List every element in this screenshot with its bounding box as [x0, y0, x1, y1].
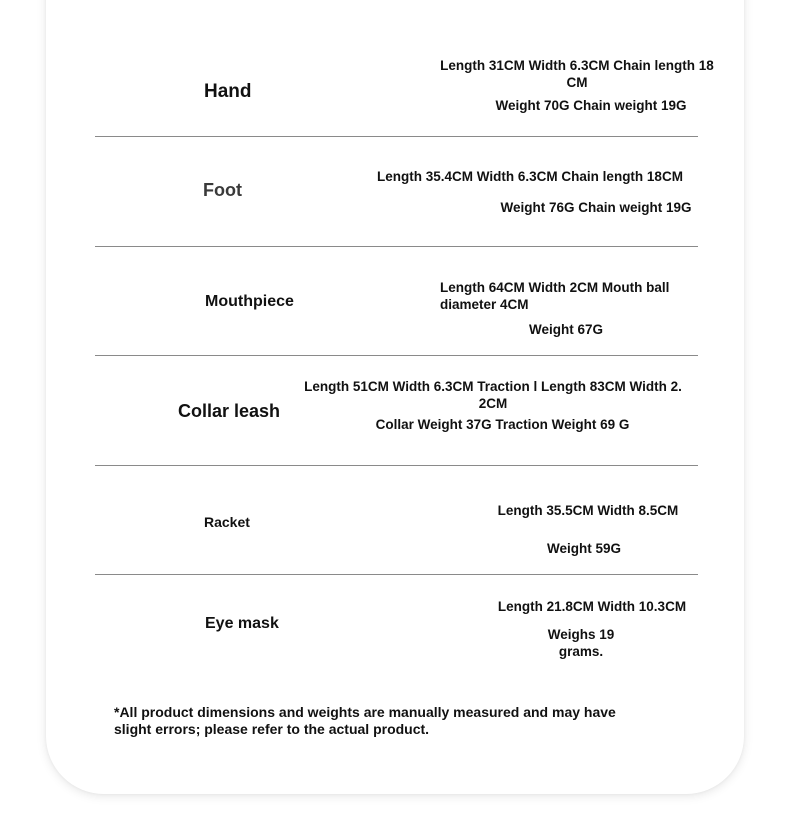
measurement-disclaimer: *All product dimensions and weights are manually measured and may have slight errors; please refer to the actual product. — [114, 704, 616, 737]
product-dimensions-hand: Length 31CM Width 6.3CM Chain length 18 CM — [440, 58, 714, 90]
product-dimensions-foot: Length 35.4CM Width 6.3CM Chain length 18CM — [377, 169, 683, 184]
product-dimensions-collar-leash: Length 51CM Width 6.3CM Traction l Length 83CM Width 2. 2CM — [304, 379, 682, 411]
product-weight-mouthpiece: Weight 67G — [528, 322, 603, 337]
row-divider — [95, 355, 698, 356]
product-name-foot: Foot — [203, 180, 242, 200]
row-divider — [95, 246, 698, 247]
product-dimensions-racket: Length 35.5CM Width 8.5CM — [497, 503, 679, 518]
product-dimensions-mouthpiece: Length 64CM Width 2CM Mouth ball diameter 4CM — [440, 280, 670, 312]
product-weight-eye-mask: Weighs 19 grams. — [547, 627, 615, 659]
product-weight-foot: Weight 76G Chain weight 19G — [500, 200, 692, 215]
row-divider — [95, 136, 698, 137]
product-name-mouthpiece: Mouthpiece — [205, 293, 294, 310]
product-weight-collar-leash: Collar Weight 37G Traction Weight 69 G — [375, 417, 630, 432]
product-name-eye-mask: Eye mask — [205, 615, 279, 632]
product-name-racket: Racket — [204, 514, 250, 530]
row-divider — [95, 465, 698, 466]
product-name-collar-leash: Collar leash — [178, 401, 281, 421]
product-dimensions-eye-mask: Length 21.8CM Width 10.3CM — [497, 599, 687, 614]
product-weight-hand: Weight 70G Chain weight 19G — [495, 98, 687, 113]
product-name-hand: Hand — [204, 81, 252, 102]
row-divider — [95, 574, 698, 575]
product-weight-racket: Weight 59G — [546, 541, 621, 556]
